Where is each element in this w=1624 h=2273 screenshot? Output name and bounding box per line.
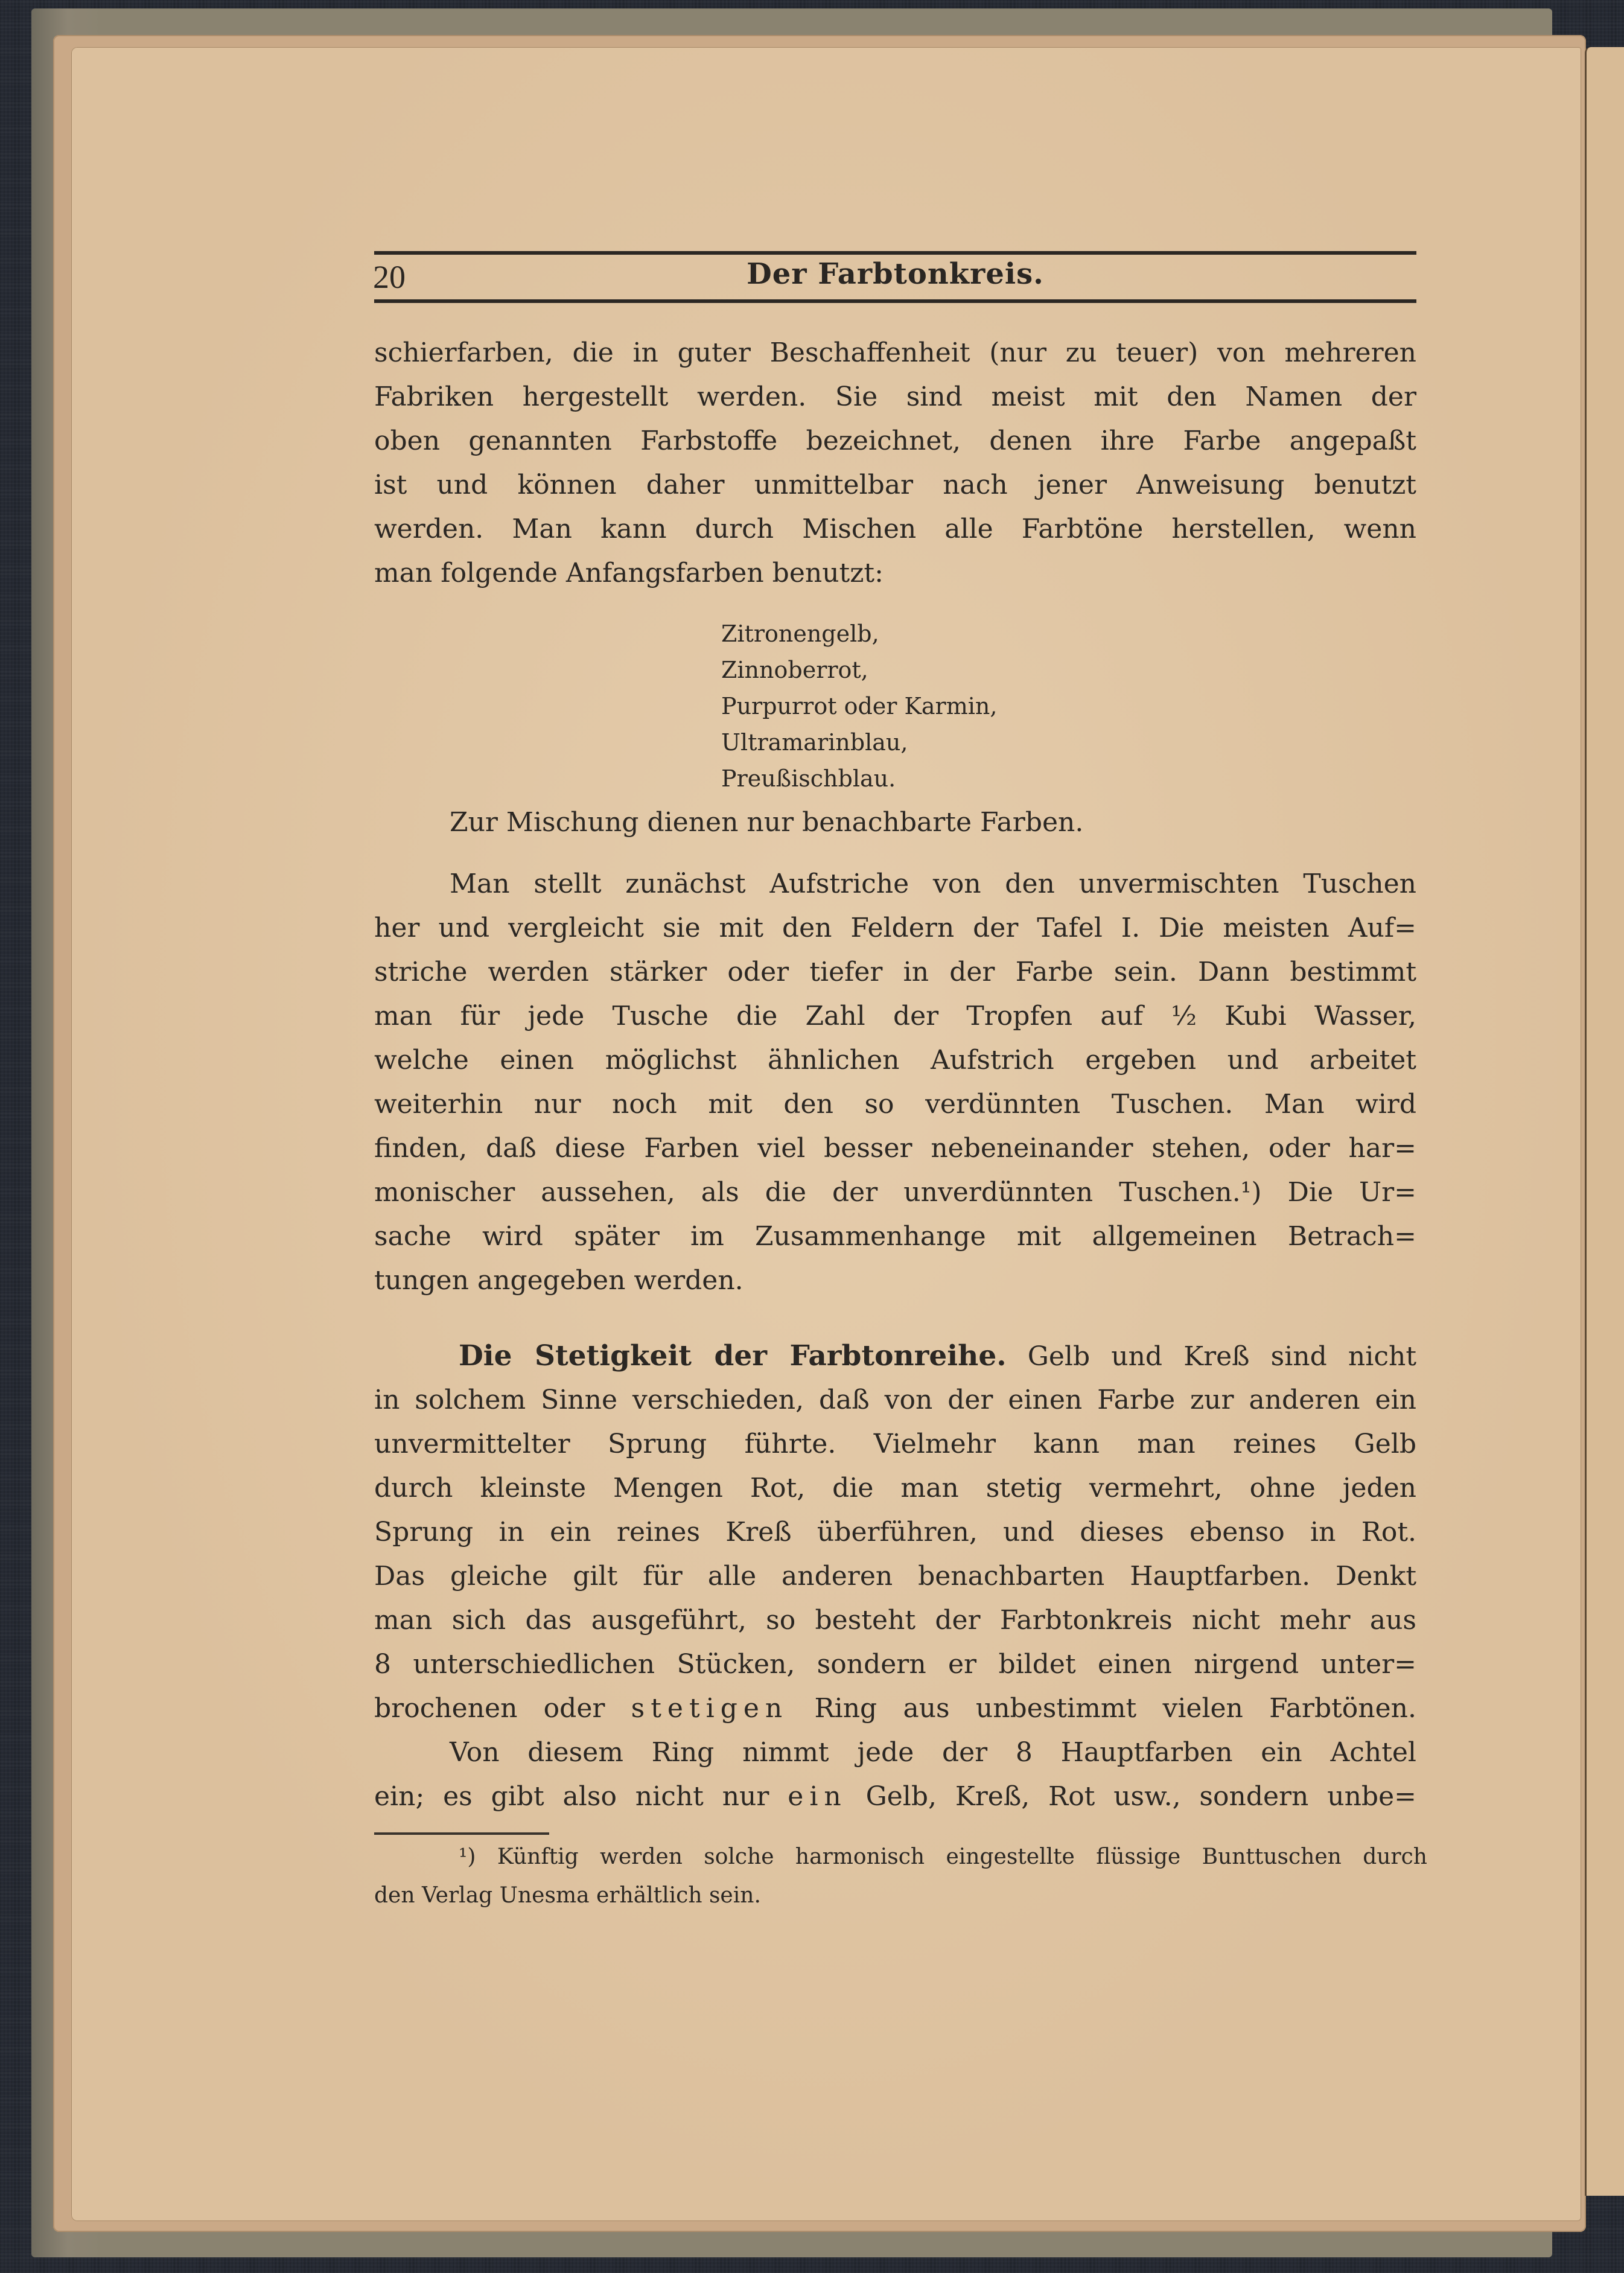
text-line: man folgende Anfangsfarben benutzt: xyxy=(374,558,884,588)
section-heading: Die Stetigkeit der Farbtonreihe. xyxy=(459,1339,1007,1372)
footnote-marker: ¹) xyxy=(459,1844,476,1869)
text-line: her und vergleicht sie mit den Feldern der Tafel I. Die meisten Auf= xyxy=(374,913,1416,943)
text-line: werden. Man kann durch Mischen alle Farbtöne herstellen, wenn xyxy=(374,514,1416,544)
text-line: striche werden stärker oder tiefer in der Farbe sein. Dann bestimmt xyxy=(374,957,1416,987)
color-list-item: Zitronengelb, xyxy=(721,620,879,647)
text-line: welche einen möglichst ähnlichen Aufstrich ergeben und arbeitet xyxy=(374,1045,1416,1076)
text-fragment: Künftig werden solche harmonisch eingestellte flüssige Bunttuschen durch xyxy=(497,1844,1427,1869)
text-line: man für jede Tusche die Zahl der Tropfen auf ½ Kubi Wasser, xyxy=(374,1001,1416,1031)
color-list-item: Preußischblau. xyxy=(721,765,896,792)
paragraph-1 xyxy=(374,331,1416,595)
text-line: durch kleinste Mengen Rot, die man stetig vermehrt, ohne jeden xyxy=(374,1473,1416,1503)
text-fragment: Ring aus unbestimmt vielen Farbtönen. xyxy=(788,1693,1416,1724)
mixing-note xyxy=(450,800,1294,844)
footnote xyxy=(374,1838,1427,1915)
text-line: oben genannten Farbstoffe bezeichnet, denen ihre Farbe angepaßt xyxy=(374,426,1416,456)
text-line: Man stellt zunächst Aufstriche von den unvermischten Tuschen xyxy=(450,869,1416,899)
footnote-rule xyxy=(374,1832,549,1835)
color-list-item: Ultramarinblau, xyxy=(721,729,908,756)
footnote-line xyxy=(374,1838,1427,1876)
text-line: Zur Mischung dienen nur benachbarte Farben. xyxy=(450,807,1084,838)
header-top-rule xyxy=(374,251,1416,255)
section-stetigkeit xyxy=(374,1334,1416,1819)
text-fragment: Gelb und Kreß sind nicht xyxy=(1027,1341,1416,1372)
text-line: ist und können daher unmittelbar nach jener Anweisung benutzt xyxy=(374,470,1416,500)
running-title: Der Farbtonkreis. xyxy=(747,257,1044,291)
facing-page-edge xyxy=(1585,47,1624,2196)
text-line: finden, daß diese Farben viel besser nebeneinander stehen, oder har= xyxy=(374,1133,1416,1164)
text-line-stetigen xyxy=(374,1686,1416,1730)
color-list-item: Purpurrot oder Karmin, xyxy=(721,693,998,719)
text-fragment: ein; es gibt also nicht nur xyxy=(374,1781,788,1812)
text-line: tungen angegeben werden. xyxy=(374,1265,744,1296)
text-line-ein xyxy=(374,1774,1416,1819)
text-line: Fabriken hergestellt werden. Sie sind meist mit den Namen der xyxy=(374,381,1416,412)
text-line: in solchem Sinne verschieden, daß von der einen Farbe zur anderen ein xyxy=(374,1385,1416,1415)
text-line: 8 unterschiedlichen Stücken, sondern er bildet einen nirgend unter= xyxy=(374,1649,1416,1680)
text-line: weiterhin nur noch mit den so verdünnten Tuschen. Man wird xyxy=(374,1089,1416,1120)
paragraph-2 xyxy=(374,862,1416,1302)
emphasis-spaced: ein xyxy=(788,1781,847,1812)
color-list xyxy=(721,616,997,797)
text-line: Sprung in ein reines Kreß überführen, und dieses ebenso in Rot. xyxy=(374,1517,1416,1548)
text-line: unvermittelter Sprung führte. Vielmehr kann man reines Gelb xyxy=(374,1429,1416,1459)
header-bottom-rule xyxy=(374,299,1416,303)
text-line: monischer aussehen, als die der unverdünnten Tuschen.¹) Die Ur= xyxy=(374,1177,1416,1208)
text-line: Von diesem Ring nimmt jede der 8 Hauptfarben ein Achtel xyxy=(450,1737,1416,1768)
color-list-item: Zinnoberrot, xyxy=(721,657,868,683)
text-line: sache wird später im Zusammenhange mit allgemeinen Betrach= xyxy=(374,1221,1416,1252)
footnote-line: den Verlag Unesma erhältlich sein. xyxy=(374,1883,761,1908)
text-line: Das gleiche gilt für alle anderen benachbarten Hauptfarben. Denkt xyxy=(374,1561,1416,1592)
emphasis-spaced: stetigen xyxy=(631,1693,789,1724)
text-fragment: brochenen oder xyxy=(374,1693,631,1724)
text-line: man sich das ausgeführt, so besteht der Farbtonkreis nicht mehr aus xyxy=(374,1605,1416,1636)
text-fragment: Gelb, Kreß, Rot usw., sondern unbe= xyxy=(847,1781,1416,1812)
section-first-line xyxy=(374,1334,1416,1378)
text-line: schierfarben, die in guter Beschaffenheit (nur zu teuer) von mehreren xyxy=(374,337,1416,368)
page-number: 20 xyxy=(373,259,406,295)
